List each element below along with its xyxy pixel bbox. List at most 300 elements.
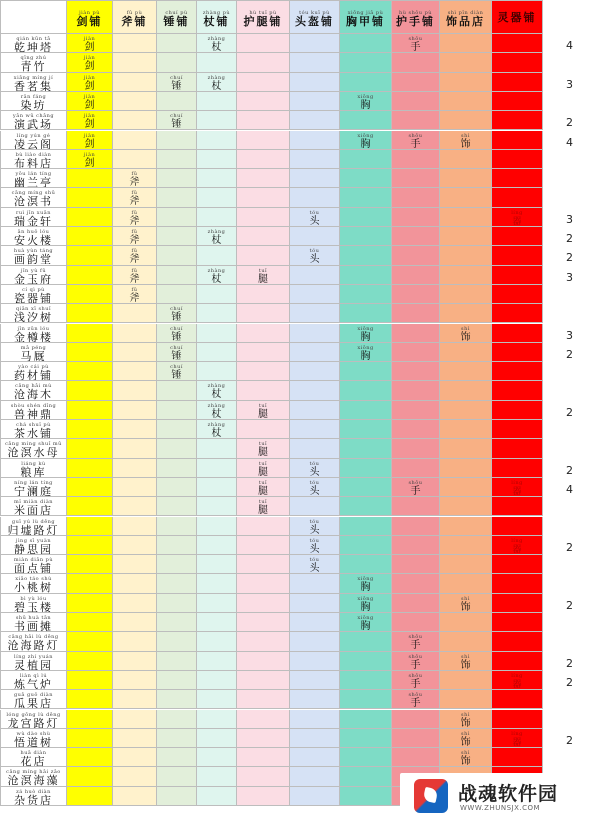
cell-mark-zhang [197,227,237,246]
table-cell [157,188,197,207]
mark-pinyin: jiàn [83,36,96,42]
row-name-label: 沧溟海藻 [7,774,60,787]
mark-pinyin: tóu [309,518,320,525]
row-name-pinyin: líng zhí yuán [14,653,53,660]
table-cell [440,73,492,92]
table-cell [440,188,492,207]
mark-pinyin: shì [461,750,470,757]
cell-mark-zhang [197,34,237,53]
table-cell [157,92,197,111]
column-header-xiong [340,0,392,34]
table-cell [492,497,543,516]
table-cell [157,710,197,729]
column-header-label: 剑铺 [76,15,103,28]
cell-mark-shi [440,324,492,343]
row-name-label: 乾坤塔 [14,41,53,54]
cell-mark-tou [290,478,340,497]
cell-mark-chui [157,324,197,343]
row-name-label: 茶水铺 [14,427,53,440]
row-name-cell [0,536,67,555]
table-cell [197,131,237,150]
table-cell [67,439,113,458]
row-name-pinyin: qiǎn xī shuǐ [15,306,52,313]
row-name-label: 香茗集 [14,79,53,92]
mark-label: 剑 [84,119,95,131]
table-cell [440,92,492,111]
table-cell [237,188,290,207]
watermark-url: WWW.ZHUNSJX.COM [460,804,541,812]
mark-pinyin: xiōng [357,132,374,139]
row-name-pinyin: liàn qì lú [19,672,48,679]
mark-label: 手 [410,138,421,150]
row-count: 2 [566,733,573,747]
cell-mark-shou [392,652,440,671]
table-cell [237,324,290,343]
table-cell [237,555,290,574]
mark-pinyin: jiàn [83,93,96,100]
table-cell [67,304,113,323]
table-cell [392,188,440,207]
table-cell [440,34,492,53]
table-cell [492,246,543,265]
table-cell [392,439,440,458]
table-cell [492,710,543,729]
mark-label: 剑 [84,80,95,92]
column-header-name [0,0,67,34]
mark-pinyin: tuǐ [258,499,268,506]
table-cell [157,613,197,632]
table-cell [197,710,237,729]
row-count [543,97,573,109]
mark-pinyin: zhàng [207,74,226,81]
table-cell [392,381,440,400]
cell-mark-tui [237,459,290,478]
row-name-pinyin: shòu shén dǐng [10,402,57,409]
mark-label: 锤 [171,370,182,382]
mark-pinyin: shǒu [408,36,423,42]
table-cell [392,246,440,265]
cell-mark-shi [440,594,492,613]
table-cell [290,787,340,806]
table-cell [157,34,197,53]
table-cell [113,459,157,478]
table-cell [157,478,197,497]
cell-mark-jian [67,131,113,150]
table-cell [113,478,157,497]
mark-pinyin: shǒu [408,653,423,660]
table-cell [157,420,197,439]
mark-label: 器 [512,216,522,227]
table-cell [157,690,197,709]
row-name-label: 安火楼 [14,234,53,247]
mark-label: 胸 [360,138,371,150]
row-count [543,425,573,437]
table-cell [237,613,290,632]
table-cell [340,169,392,188]
mark-pinyin: tuǐ [258,479,268,486]
table-cell [67,324,113,343]
table-cell [492,92,543,111]
row-name-label: 沧溟书 [14,195,53,208]
cell-mark-jian [67,92,113,111]
table-cell [392,304,440,323]
mark-pinyin: zhàng [207,422,226,428]
mark-label: 头 [309,485,320,497]
table-cell [197,169,237,188]
table-cell [492,285,543,304]
mark-pinyin: shì [461,132,470,139]
table-cell [440,439,492,458]
table-cell [67,401,113,420]
table-cell [340,517,392,536]
column-header-label: 护腿铺 [243,15,283,28]
cell-mark-xiong [340,574,392,593]
row-name-pinyin: miàn diǎn pù [13,557,54,564]
table-cell [113,710,157,729]
table-cell [237,574,290,593]
row-count: 4 [566,482,573,496]
table-cell [113,92,157,111]
row-name-label: 凌云阁 [14,137,53,150]
mark-pinyin: líng [511,672,523,679]
mark-pinyin: zhàng [207,36,226,42]
row-name-pinyin: jīn zūn lóu [17,325,50,332]
table-cell [157,208,197,227]
table-cell [237,381,290,400]
table-cell [340,671,392,690]
row-name-pinyin: ān huǒ lóu [17,229,50,235]
row-name-pinyin: cāng hǎi lù dēng [8,634,59,641]
mark-label: 饰 [460,138,471,150]
row-count [543,193,573,205]
table-cell [67,767,113,786]
table-cell [340,227,392,246]
mark-label: 斧 [129,292,140,304]
table-cell [67,652,113,671]
table-cell [157,671,197,690]
table-cell [197,246,237,265]
table-cell [290,285,340,304]
cell-mark-shou [392,478,440,497]
table-cell [492,111,543,130]
cell-mark-tou [290,555,340,574]
mark-label: 杖 [211,80,222,92]
mark-pinyin: shì [461,730,470,737]
mark-label: 头 [309,524,320,536]
cell-mark-ling [492,478,543,497]
row-count: 3 [566,328,573,342]
row-count [543,618,573,630]
mark-label: 杖 [211,408,222,420]
table-cell [67,420,113,439]
cell-mark-chui [157,73,197,92]
row-name-label: 瓜果店 [14,697,53,710]
table-cell [157,748,197,767]
mark-pinyin: fǔ [131,209,138,216]
row-name-label: 灵植园 [14,658,53,671]
row-name-cell [0,188,67,207]
cell-mark-jian [67,34,113,53]
row-count: 2 [566,598,573,612]
table-cell [290,73,340,92]
row-name-label: 马厩 [20,349,47,363]
row-name-cell [0,729,67,748]
row-count [543,309,573,321]
table-cell [237,131,290,150]
cell-mark-fu [113,266,157,285]
table-cell [340,34,392,53]
table-cell [157,439,197,458]
row-name-pinyin: lóng gōng lù dēng [6,711,61,718]
mark-pinyin: xiōng [357,615,374,621]
cell-mark-zhang [197,73,237,92]
table-cell [340,710,392,729]
table-cell [492,227,543,246]
row-name-label: 面点铺 [14,562,53,575]
row-name-pinyin: guā guǒ diàn [13,692,53,699]
row-name-pinyin: cāng míng shuǐ mǔ [5,441,62,448]
cell-mark-tui [237,401,290,420]
row-count [543,560,573,572]
table-cell [392,208,440,227]
column-header-label: 头盔铺 [295,15,334,28]
row-name-pinyin: cāng míng shū [11,190,56,197]
mark-pinyin: fǔ [131,286,138,293]
table-cell [492,574,543,593]
mark-label: 胸 [360,350,371,362]
table-cell [67,266,113,285]
table-cell [197,459,237,478]
row-name-pinyin: xiǎo táo shù [15,576,52,583]
table-cell [197,208,237,227]
row-name-pinyin: níng lán tíng [14,479,53,486]
table-cell [237,227,290,246]
mark-label: 杖 [211,389,222,401]
row-name-cell [0,208,67,227]
mark-pinyin: tuǐ [258,460,268,467]
table-cell [392,536,440,555]
table-cell [67,594,113,613]
mark-label: 器 [512,679,522,690]
row-name-cell [0,497,67,516]
row-count: 2 [566,251,573,265]
row-name-label: 画韵堂 [14,253,53,266]
mark-label: 手 [410,659,421,671]
table-cell [113,632,157,651]
cell-mark-fu [113,208,157,227]
row-count [543,715,573,727]
column-header-ling [492,0,543,34]
table-cell [440,343,492,362]
column-header-chui [157,0,197,34]
row-count: 4 [566,135,573,149]
mark-pinyin: tóu [309,460,320,467]
table-cell [290,710,340,729]
cell-mark-shou [392,34,440,53]
column-header-label: 护手铺 [396,15,435,28]
table-cell [440,401,492,420]
cell-mark-tou [290,517,340,536]
table-cell [197,324,237,343]
cell-mark-zhang [197,401,237,420]
row-name-pinyin: yōu lán tíng [15,171,52,178]
row-name-label: 药材铺 [14,369,53,382]
row-name-label: 瑞金轩 [14,214,53,227]
mark-label: 腿 [258,447,268,459]
table-cell [290,420,340,439]
cell-mark-fu [113,188,157,207]
mark-pinyin: líng [511,479,523,486]
table-cell [113,53,157,72]
row-count [543,753,573,765]
mark-pinyin: fǔ [131,190,138,197]
mark-pinyin: chuí [170,113,183,120]
mark-label: 胸 [360,331,371,343]
mark-label: 饰 [460,659,471,671]
mark-pinyin: xiōng [357,325,374,332]
mark-label: 斧 [129,177,140,189]
table-cell [113,420,157,439]
table-cell [157,227,197,246]
table-cell [492,324,543,343]
table-cell [157,131,197,150]
table-cell [67,555,113,574]
mark-label: 剑 [84,42,95,53]
row-name-label: 书画摊 [14,620,53,633]
watermark-title: 战魂软件园 [458,783,559,805]
table-cell [492,131,543,150]
row-count: 2 [566,540,573,554]
mark-label: 头 [309,254,320,266]
table-cell [440,227,492,246]
cell-mark-tui [237,266,290,285]
table-cell [392,111,440,130]
row-count: 2 [566,656,573,670]
cell-mark-jian [67,150,113,169]
mark-pinyin: tóu [309,557,320,564]
cell-mark-tou [290,208,340,227]
table-cell [290,343,340,362]
table-cell [440,555,492,574]
table-cell [290,690,340,709]
table-cell [197,188,237,207]
mark-pinyin: shì [461,711,470,718]
table-cell [197,632,237,651]
row-count: 2 [566,463,573,477]
table-cell [197,536,237,555]
cell-mark-ling [492,729,543,748]
row-name-label: 炼气炉 [14,677,53,691]
table-cell [197,517,237,536]
table-cell [237,748,290,767]
mark-label: 器 [512,486,522,497]
row-name-pinyin: jīn yù fǔ [20,267,47,274]
mark-pinyin: jiàn [83,132,96,139]
table-cell [340,652,392,671]
row-name-cell [0,92,67,111]
cell-mark-xiong [340,131,392,150]
row-count [543,444,573,456]
table-cell [392,459,440,478]
table-cell [340,748,392,767]
mark-pinyin: chuí [170,344,183,351]
row-name-label: 碧玉楼 [14,600,53,613]
cell-mark-tui [237,439,290,458]
table-cell [67,169,113,188]
row-name-pinyin: shū huà tān [15,615,52,621]
table-cell [290,381,340,400]
row-name-cell [0,574,67,593]
row-name-pinyin: jìng sī yuàn [15,537,52,544]
column-header-label: 胸甲铺 [346,15,385,28]
table-cell [392,150,440,169]
mark-label: 斧 [129,235,140,246]
mark-label: 剑 [84,61,95,73]
table-cell [340,381,392,400]
mark-pinyin: jiàn [83,151,96,158]
row-name-cell [0,478,67,497]
row-name-label: 兽神鼎 [14,407,53,420]
column-header-pinyin: xiōng jiǎ pù [347,10,384,16]
row-name-cell [0,459,67,478]
row-name-label: 幽兰亭 [14,176,53,189]
table-cell [237,729,290,748]
table-cell [157,401,197,420]
cell-mark-jian [67,111,113,130]
table-cell [67,574,113,593]
mark-label: 斧 [129,254,140,266]
row-name-label: 悟道树 [14,735,53,749]
table-cell [113,497,157,516]
table-cell [340,150,392,169]
mark-label: 饰 [460,756,471,768]
mark-pinyin: zhàng [207,383,226,390]
row-name-cell [0,748,67,767]
table-cell [67,787,113,806]
table-cell [197,671,237,690]
mark-pinyin: líng [511,209,523,216]
table-cell [290,92,340,111]
mark-label: 器 [512,544,522,555]
table-cell [492,459,543,478]
table-cell [440,208,492,227]
cell-mark-fu [113,246,157,265]
table-cell [340,632,392,651]
row-name-label: 米面店 [14,504,53,517]
row-name-label: 金樽楼 [14,330,53,343]
table-cell [290,304,340,323]
row-name-label: 宁澜庭 [14,484,53,498]
row-name-pinyin: ruì jīn xuān [16,209,51,216]
table-cell [157,497,197,516]
mark-label: 锤 [171,119,182,131]
mark-label: 斧 [129,196,140,208]
row-name-cell [0,787,67,806]
row-name-label: 粮库 [20,465,47,478]
table-cell [340,690,392,709]
table-cell [113,671,157,690]
table-cell [340,439,392,458]
table-cell [340,536,392,555]
row-count: 3 [566,270,573,284]
cell-mark-fu [113,227,157,246]
row-name-pinyin: yào cái pù [18,364,49,371]
column-header-pinyin: zhàng pù [202,10,231,16]
table-cell [492,362,543,381]
column-header-label: 灵器铺 [497,11,537,24]
table-cell [157,767,197,786]
row-count [543,579,573,591]
